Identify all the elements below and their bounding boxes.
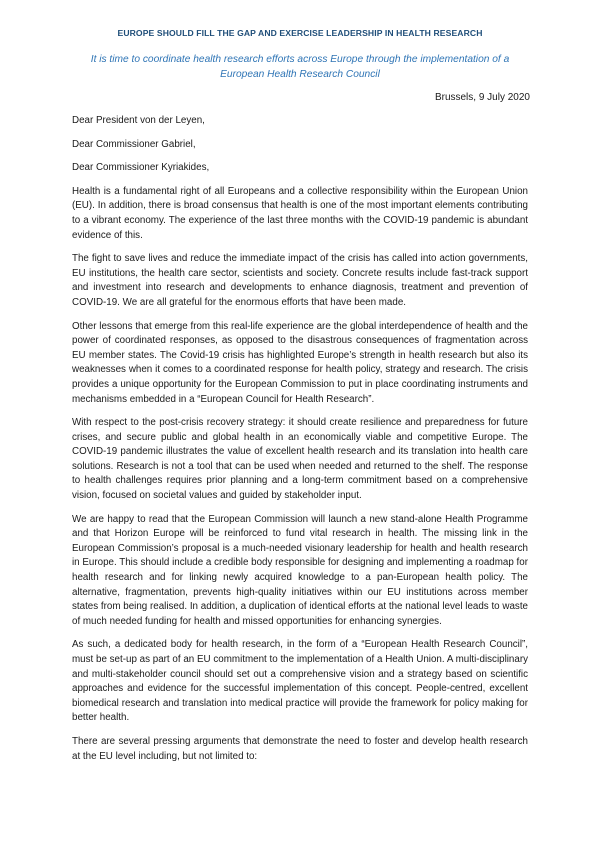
paragraph-health-right: Health is a fundamental right of all Europeans and a collective responsibility within the European Union (EU). In addition, there is broad consensus that health is one of the most important elements contributing to a vibrant economy. The experience of the last three months with the COVID-19 pandemic is abundant evidence of this.: [72, 185, 528, 241]
paragraph-fight-to-save-lives: The fight to save lives and reduce the immediate impact of the crisis has called into action governments, EU institutions, the health care sector, scientists and society. Concrete results include fast-track support and investment into research and developments to enhance diagnosis, treatment and prevention of COVID-19. We are all grateful for the enormous efforts that have been made.: [72, 253, 528, 308]
paragraph-pressing-arguments: There are several pressing arguments that demonstrate the need to foster and develop health research at the EU level including, but not limited to:: [72, 735, 528, 762]
letter-subtitle: It is time to coordinate health research efforts across Europe through the implementation of a European Health Research Council: [90, 54, 510, 80]
salutation-commissioner-kyriakides: Dear Commissioner Kyriakides,: [72, 162, 210, 174]
paragraph-recovery-strategy: With respect to the post-crisis recovery strategy: it should create resilience and preparedness for future crises, and secure public and global health in an economically viable and competitive Europe. The COVID-19 pandemic illustrates the value of excellent health research and its translation into health care solutions. Research is not a tool that can be used when needed and returned to the shelf. The response to health challenges requires prior planning and a long-term commitment based on a comprehensive vision, focused on societal values and guided by stakeholder input.: [72, 417, 528, 502]
paragraph-health-programme: We are happy to read that the European Commission will launch a new stand-alone Health Programme and that Horizon Europe will be reinforced to fund vital research in health. The missing link in the European Commission’s proposal is a much-needed visionary leadership for health and health research in Europe. This should include a credible body responsible for designing and implementing a roadmap for health research and for linking newly acquired knowledge to a pan-European health policy. The alternative, fragmentation, prevents high-quality initiatives within our EU institutions across member states from being realised. In addition, a duplication of identical efforts at the national level leads to waste of much needed funding for health and missed opportunities for enhancing synergies.: [72, 513, 528, 627]
salutation-commissioner-gabriel: Dear Commissioner Gabriel,: [72, 138, 196, 150]
paragraph-health-research-council: As such, a dedicated body for health research, in the form of a “European Health Research Council”, must be set-up as part of an EU commitment to the implementation of a Health Union. A multi-disciplinary and multi-stakeholder council should set out a comprehensive vision and a strategy based on scientific approaches and evidence for the successful implementation of this concept. People-centred, excellent biomedical research and translation into medical practice will provide the framework for policy making for better health.: [72, 639, 528, 724]
dateline: Brussels, 9 July 2020: [434, 92, 530, 103]
letter-title: EUROPE SHOULD FILL THE GAP AND EXERCISE LEADERSHIP IN HEALTH RESEARCH: [117, 28, 483, 38]
paragraph-other-lessons: Other lessons that emerge from this real-life experience are the global interdependence of health and the power of coordinated responses, as opposed to the disastrous consequences of fragmentation across EU member states. The Covid-19 crisis has highlighted Europe’s strength in health research but also its weaknesses when it comes to a coordinated response for health policy, strategy and research. The crisis provides a unique opportunity for the European Commission to put in place coordinating instruments and mechanisms embedded in a “European Council for Health Research”.: [72, 320, 528, 405]
letter-body: [72, 114, 528, 773]
salutation-president: Dear President von der Leyen,: [72, 115, 205, 126]
